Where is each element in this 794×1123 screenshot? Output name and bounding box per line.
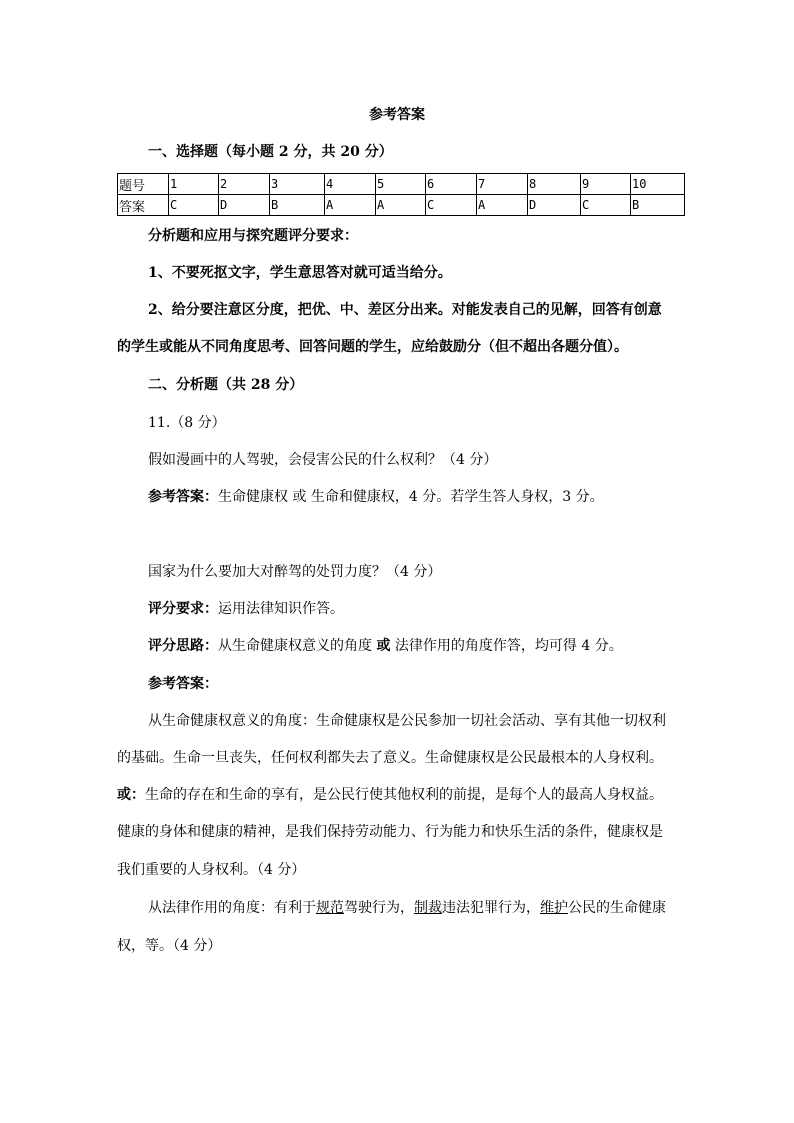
- answer-para1-line4: 健康的身体和健康的精神，是我们保持劳动能力、行为能力和快乐生活的条件，健康权是: [117, 824, 663, 840]
- table-row-answers: [118, 195, 685, 216]
- table-cell: B: [270, 195, 325, 216]
- table-cell: C: [169, 195, 219, 216]
- or-text: 生命的存在和生命的享有，是公民行使其他权利的前提，是每个人的最高人身权益。: [145, 787, 663, 803]
- question-11-sub1-answer: [148, 488, 604, 506]
- grading-heading: 分析题和应用与探究题评分要求：: [148, 228, 358, 244]
- idea-or: 或: [376, 638, 391, 654]
- para2-text: 公民的生命健康: [568, 900, 666, 916]
- table-cell: A: [376, 195, 426, 216]
- para2-text: 驾驶行为，: [344, 900, 414, 916]
- para2-text: 从法律作用的角度：有利于: [148, 900, 316, 916]
- answer-label: 参考答案：: [148, 489, 218, 505]
- table-cell: A: [325, 195, 376, 216]
- section1-heading: 一、选择题（每小题 2 分，共 20 分）: [148, 144, 393, 160]
- answer-para1-line2: 的基础。生命一旦丧失，任何权利都失去了意义。生命健康权是公民最根本的人身权利。: [117, 750, 663, 766]
- row-header-number: 题号: [118, 174, 169, 195]
- table-cell: C: [581, 195, 631, 216]
- requirement-text: 运用法律知识作答。: [218, 601, 344, 617]
- question-11-sub1: 假如漫画中的人驾驶，会侵害公民的什么权利？（4 分）: [148, 452, 498, 468]
- para2-text: 违法犯罪行为，: [442, 900, 540, 916]
- table-cell: D: [528, 195, 581, 216]
- underlined-keyword: 维护: [540, 900, 568, 916]
- table-cell: 2: [219, 174, 270, 195]
- idea-text-b: 法律作用的角度作答，均可得 4 分。: [390, 638, 623, 654]
- grading-rule-1: 1、不要死抠文字，学生意思答对就可适当给分。: [148, 265, 452, 281]
- answer-para2-line2: 权，等。（4 分）: [117, 938, 222, 954]
- table-cell: 10: [631, 174, 685, 195]
- answer-para1-line1: 从生命健康权意义的角度：生命健康权是公民参加一切社会活动、享有其他一切权利: [148, 713, 666, 729]
- idea-label: 评分思路：: [148, 638, 218, 654]
- row-header-answer: 答案: [118, 195, 169, 216]
- table-cell: 9: [581, 174, 631, 195]
- answer-text: 生命健康权 或 生命和健康权，4 分。若学生答人身权，3 分。: [218, 489, 604, 505]
- table-cell: 4: [325, 174, 376, 195]
- table-cell: 8: [528, 174, 581, 195]
- answer-para1-line3: [117, 786, 663, 804]
- table-cell: D: [219, 195, 270, 216]
- reference-answer-label: 参考答案：: [148, 676, 218, 692]
- section2-heading: 二、分析题（共 28 分）: [148, 377, 304, 393]
- table-cell: 6: [426, 174, 477, 195]
- page-title: 参考答案: [369, 107, 425, 123]
- grading-rule-2-line1: 2、给分要注意区分度，把优、中、差区分出来。对能发表自己的见解，回答有创意: [148, 302, 662, 318]
- idea-text-a: 从生命健康权意义的角度: [218, 638, 377, 654]
- requirement-label: 评分要求：: [148, 601, 218, 617]
- grading-idea: [148, 637, 623, 655]
- table-row-numbers: [118, 174, 685, 195]
- underlined-keyword: 制裁: [414, 900, 442, 916]
- question-11-label: 11.（8 分）: [148, 415, 226, 431]
- table-cell: 5: [376, 174, 426, 195]
- table-cell: B: [631, 195, 685, 216]
- grading-requirement: [148, 600, 344, 618]
- table-cell: 7: [477, 174, 528, 195]
- question-11-sub2: 国家为什么要加大对醉驾的处罚力度？（4 分）: [148, 564, 442, 580]
- underlined-keyword: 规范: [316, 900, 344, 916]
- table-cell: C: [426, 195, 477, 216]
- answer-para1-line5: 我们重要的人身权利。（4 分）: [117, 862, 306, 878]
- grading-rule-2-line2: 的学生或能从不同角度思考、回答问题的学生，应给鼓励分（但不超出各题分值）。: [117, 339, 628, 355]
- or-label: 或：: [117, 787, 145, 803]
- table-cell: 3: [270, 174, 325, 195]
- table-cell: 1: [169, 174, 219, 195]
- answer-table: [117, 173, 685, 216]
- answer-para2-line1: [148, 899, 666, 917]
- table-cell: A: [477, 195, 528, 216]
